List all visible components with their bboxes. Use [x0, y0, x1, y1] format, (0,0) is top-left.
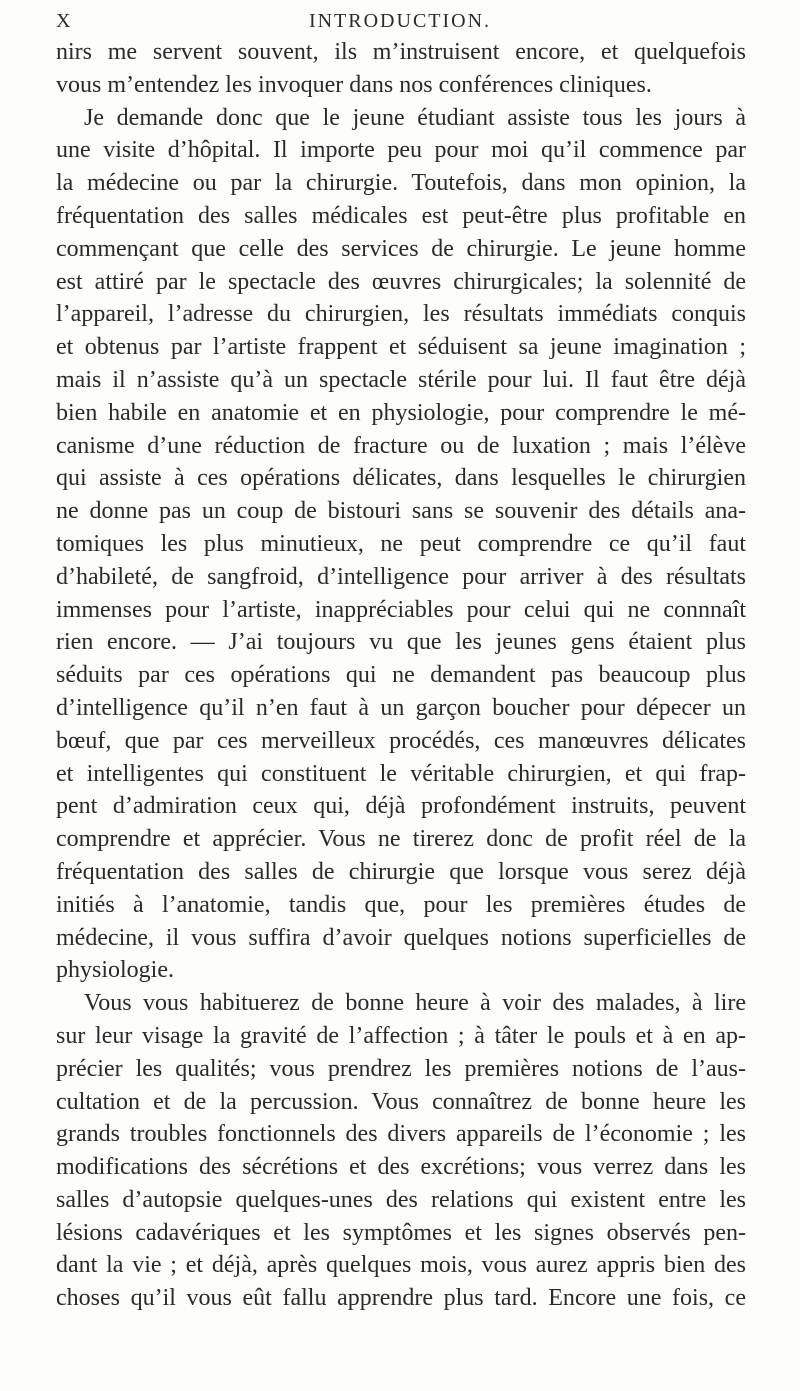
text-line: mais il n’assiste qu’à un spectacle stérile pour lui. Il faut être déjà [56, 366, 746, 393]
text-line: tomiques les plus minutieux, ne peut comprendre ce qu’il faut [56, 530, 746, 557]
text-line: ne donne pas un coup de bistouri sans se souvenir des détails ana- [56, 498, 746, 525]
text-line: cultation et de la percussion. Vous connaîtrez de bonne heure les [56, 1088, 746, 1115]
text-line: nirs me servent souvent, ils m’instruisent encore, et quelquefois [56, 39, 746, 65]
text-line: la médecine ou par la chirurgie. Toutefois, dans mon opinion, la [56, 170, 746, 197]
text-line: pent d’admiration ceux qui, déjà profondément instruits, peuvent [56, 793, 746, 820]
text-line: commençant que celle des services de chirurgie. Le jeune homme [56, 235, 746, 262]
text-line: précier les qualités; vous prendrez les premières notions de l’aus- [56, 1055, 746, 1082]
text-line: fréquentation des salles médicales est peut-être plus profitable en [56, 202, 746, 229]
text-line: séduits par ces opérations qui ne demandent pas beaucoup plus [56, 662, 746, 689]
text-line: une visite d’hôpital. Il importe peu pour moi qu’il commence par [56, 137, 746, 164]
text-line: d’intelligence qu’il n’en faut à un garçon boucher pour dépecer un [56, 694, 746, 721]
text-line: qui assiste à ces opérations délicates, dans lesquelles le chirurgien [56, 465, 746, 492]
text-line: choses qu’il vous eût fallu apprendre plus tard. Encore une fois, ce [56, 1285, 746, 1312]
text-line: immenses pour l’artiste, inappréciables pour celui qui ne connnaît [56, 596, 746, 623]
text-line: initiés à l’anatomie, tandis que, pour les premières études de [56, 891, 746, 918]
text-line: bœuf, que par ces merveilleux procédés, ces manœuvres délicates [56, 727, 746, 754]
text-line: dant la vie ; et déjà, après quelques mois, vous aurez appris bien des [56, 1252, 746, 1279]
text-line: fréquentation des salles de chirurgie que lorsque vous serez déjà [56, 858, 746, 885]
text-line: et obtenus par l’artiste frappent et séduisent sa jeune imagination ; [56, 334, 746, 361]
text-line: vous m’entendez les invoquer dans nos conférences cliniques. [56, 71, 652, 98]
running-title: INTRODUCTION. [308, 10, 492, 32]
text-line: bien habile en anatomie et en physiologie, pour comprendre le mé- [56, 399, 746, 426]
text-line: rien encore. — J’ai toujours vu que les jeunes gens étaient plus [56, 629, 746, 656]
text-line: grands troubles fonctionnels des divers appareils de l’économie ; les [56, 1121, 746, 1148]
body-text [56, 36, 746, 1315]
text-line: Vous vous habituerez de bonne heure à voir des malades, à lire [84, 990, 746, 1017]
text-line: modifications des sécrétions et des excrétions; vous verrez dans les [56, 1154, 746, 1181]
page-number: X [56, 10, 72, 32]
text-line: l’appareil, l’adresse du chirurgien, les résultats immédiats conquis [56, 301, 746, 328]
text-line: est attiré par le spectacle des œuvres chirurgicales; la solennité de [56, 268, 746, 295]
text-line: sur leur visage la gravité de l’affection ; à tâter le pouls et à en ap- [56, 1022, 746, 1049]
text-line: lésions cadavériques et les symptômes et les signes observés pen- [56, 1219, 746, 1246]
text-line: comprendre et apprécier. Vous ne tirerez donc de profit réel de la [56, 826, 746, 853]
text-line: salles d’autopsie quelques-unes des relations qui existent entre les [56, 1186, 746, 1213]
text-line: médecine, il vous suffira d’avoir quelques notions superficielles de [56, 924, 746, 951]
text-line: canisme d’une réduction de fracture ou de luxation ; mais l’élève [56, 432, 746, 459]
text-line: Je demande donc que le jeune étudiant assiste tous les jours à [84, 104, 746, 131]
text-line: physiologie. [56, 957, 174, 984]
text-line: d’habileté, de sangfroid, d’intelligence pour arriver à des résultats [56, 563, 746, 590]
text-line: et intelligentes qui constituent le véritable chirurgien, et qui frap- [56, 760, 746, 787]
